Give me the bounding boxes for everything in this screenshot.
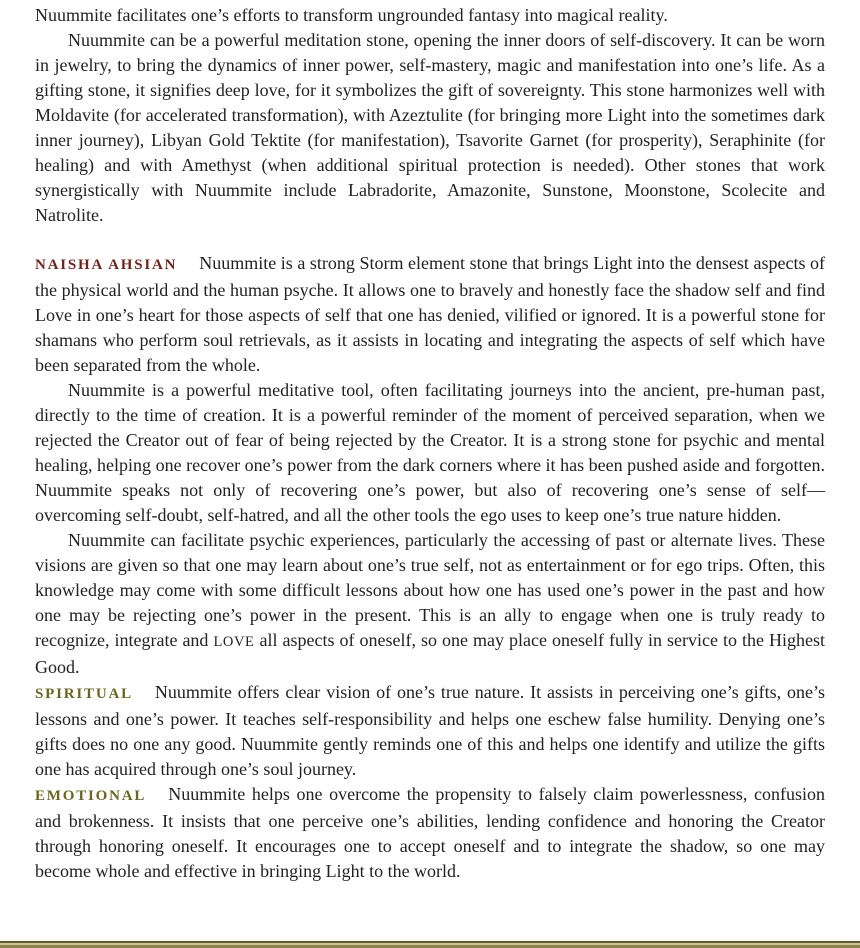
section-emotional xyxy=(35,782,825,884)
emotional-heading: EMOTIONAL xyxy=(35,788,147,804)
naisha-paragraph-3 xyxy=(35,528,825,680)
paragraph-meditation-stone: Nuummite can be a powerful meditation stone, opening the inner doors of self-discovery. It can be worn in jewelry, to bring the dynamics of inner power, self-mastery, magic and manifestation into one’s life. As a gifting stone, it signifies deep love, for it symbolizes the gift of sovereignty. This stone harmonizes well with Moldavite (for accelerated transformation), with Azeztulite (for bringing more Light into the sometimes dark inner journey), Libyan Gold Tektite (for manifestation), Tsavorite Garnet (for prosperity), Seraphinite (for healing) and with Amethyst (when additional spiritual protection is needed). Other stones that work synergistically with Nuummite include Labradorite, Amazonite, Sunstone, Moonstone, Scolecite and Natrolite. xyxy=(35,30,825,225)
naisha-paragraph-1-text: Nuummite is a strong Storm element stone that brings Light into the densest aspects of the physical world and the human psyche. It allows one to bravely and honestly face the shadow self and find Love in one’s heart for those aspects of self that one has denied, vilified or ignored. It is a powerful stone for shamans who perform soul retrievals, as it assists in locating and integrating the aspects of self which have been separated from the whole. xyxy=(35,253,825,375)
page-bottom-decorative-band xyxy=(0,941,860,948)
naisha-paragraph-3-part1: Nuummite can facilitate psychic experiences, particularly the accessing of past or alternate lives. These visions are given so that one may learn about one’s true self, not as entertainment or for ego trips. Often, this knowledge may come with some difficult lessons about how one has used one’s power in the past and how one may be rejecting one’s power in the present. This is an ally to engage when one is truly ready to recognize, integrate and xyxy=(35,530,825,650)
paragraph-intro-continued: Nuummite facilitates one’s efforts to transform ungrounded fantasy into magical reality. xyxy=(35,5,668,25)
naisha-ahsian-heading: NAISHA AHSIAN xyxy=(35,257,178,273)
emotional-paragraph-text: Nuummite helps one overcome the propensity to falsely claim powerlessness, confusion and brokenness. It insists that one perceive one’s abilities, lending confidence and honoring the Creator through honoring oneself. It encourages one to accept oneself and to integrate the shadow, so one may become whole and effective in bringing Light to the world. xyxy=(35,784,825,881)
naisha-paragraph-3-part2: all aspects of oneself, so one may place oneself fully in service to the Highest Good. xyxy=(35,630,826,677)
naisha-paragraph-2: Nuummite is a powerful meditative tool, often facilitating journeys into the ancient, pre-human past, directly to the time of creation. It is a powerful reminder of the moment of perceived separation, when we rejected the Creator out of fear of being rejected by the Creator. It is a strong stone for psychic and mental healing, helping one recover one’s power from the dark corners where it has been pushed aside and forgotten. Nuummite speaks not only of recovering one’s power, but also of recovering one’s sense of self—overcoming self-doubt, self-hatred, and all the other tools the ego uses to keep one’s true nature hidden. xyxy=(35,380,825,525)
spiritual-heading: SPIRITUAL xyxy=(35,686,133,702)
spiritual-paragraph-text: Nuummite offers clear vision of one’s true nature. It assists in perceiving one’s gifts, one’s lessons and one’s power. It teaches self-responsibility and helps one eschew false humility. Denying one’s gifts does no one any good. Nuummite gently reminds one of this and helps one identify and utilize the gifts one has acquired through one’s soul journey. xyxy=(35,682,825,779)
section-naisha-ahsian xyxy=(35,251,825,378)
section-spiritual xyxy=(35,680,825,782)
love-smallcaps-word: LOVE xyxy=(213,634,255,650)
